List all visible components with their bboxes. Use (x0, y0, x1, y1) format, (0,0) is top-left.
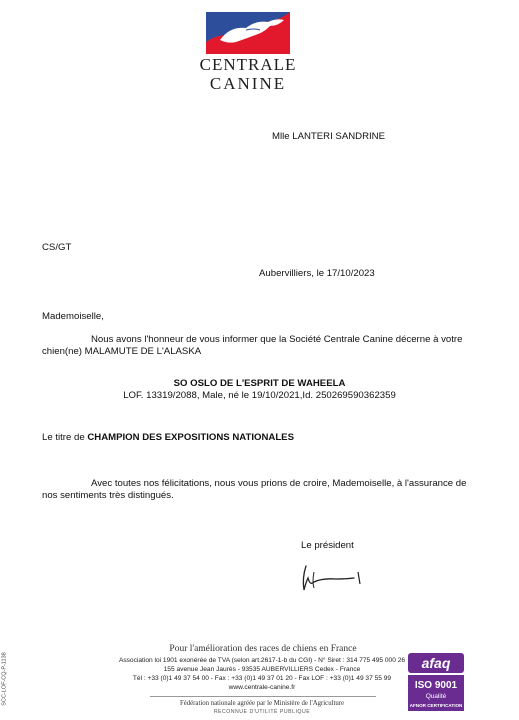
closing-line-1: Avec toutes nos félicitations, nous vous prions de croire, Mademoiselle, à l'assurance de (91, 478, 467, 489)
logo-text-canine: CANINE (209, 74, 287, 93)
afaq-iso-badge (408, 653, 464, 713)
body-line-1: Nous avons l'honneur de vous informer que la Société Centrale Canine décerne à votre (91, 334, 463, 345)
document-code: SCC-LOF-CQ-P-1138 (1, 652, 8, 706)
footer-legal: Association loi 1901 exonérée de TVA (selon art.2617-1-b du CGI) - N° Siret : 314 775 495 000 26 (118, 657, 406, 664)
title-prefix: Le titre de (42, 432, 85, 443)
salutation: Mademoiselle, (42, 311, 104, 322)
signature-icon (292, 560, 372, 594)
dog-emblem-icon (206, 12, 290, 54)
body-line-2: chien(ne) MALAMUTE DE L'ALASKA (42, 346, 202, 357)
place-date: Aubervilliers, le 17/10/2023 (259, 268, 375, 279)
footer-phone: Tél : +33 (0)1 49 37 54 00 - Fax : +33 (0)1 49 37 01 20 - Fax LOF : +33 (0)1 49 37 55 99 (132, 675, 392, 682)
afaq-cert: AFNOR CERTIFICATION (409, 703, 463, 708)
logo-text-centrale: CENTRALE (199, 55, 297, 74)
closing-line-2: nos sentiments très distingués. (42, 490, 174, 501)
reference: CS/GT (42, 242, 72, 253)
footer-address: 155 avenue Jean Jaurès - 93535 AUBERVILLIERS Cedex - France (163, 666, 361, 673)
afaq-iso: ISO 9001 (414, 680, 458, 691)
title-awarded (42, 432, 294, 444)
footer-federation: Fédération nationale agréée par le Ministère de l'Agriculture (179, 700, 345, 707)
signatory: Le président (301, 540, 354, 551)
afaq-logo-icon (408, 653, 464, 713)
footer-website: www.centrale-canine.fr (228, 684, 296, 691)
afaq-brand: afaq (421, 655, 451, 671)
footer-utility: RECONNUE D'UTILITÉ PUBLIQUE (213, 709, 311, 715)
dog-details: LOF. 13319/2088, Male, né le 19/10/2021,Id. 250269590362359 (123, 390, 396, 401)
footer-divider (150, 696, 376, 697)
title-value: CHAMPION DES EXPOSITIONS NATIONALES (87, 432, 294, 443)
dog-name: SO OSLO DE L'ESPRIT DE WAHEELA (173, 378, 346, 389)
signature (292, 560, 372, 594)
afaq-qualite: Qualité (425, 693, 447, 700)
recipient-name: Mlle LANTERI SANDRINE (272, 131, 386, 142)
footer-tagline: Pour l'amélioration des races de chiens en France (169, 644, 357, 654)
centrale-canine-logo (206, 12, 290, 54)
